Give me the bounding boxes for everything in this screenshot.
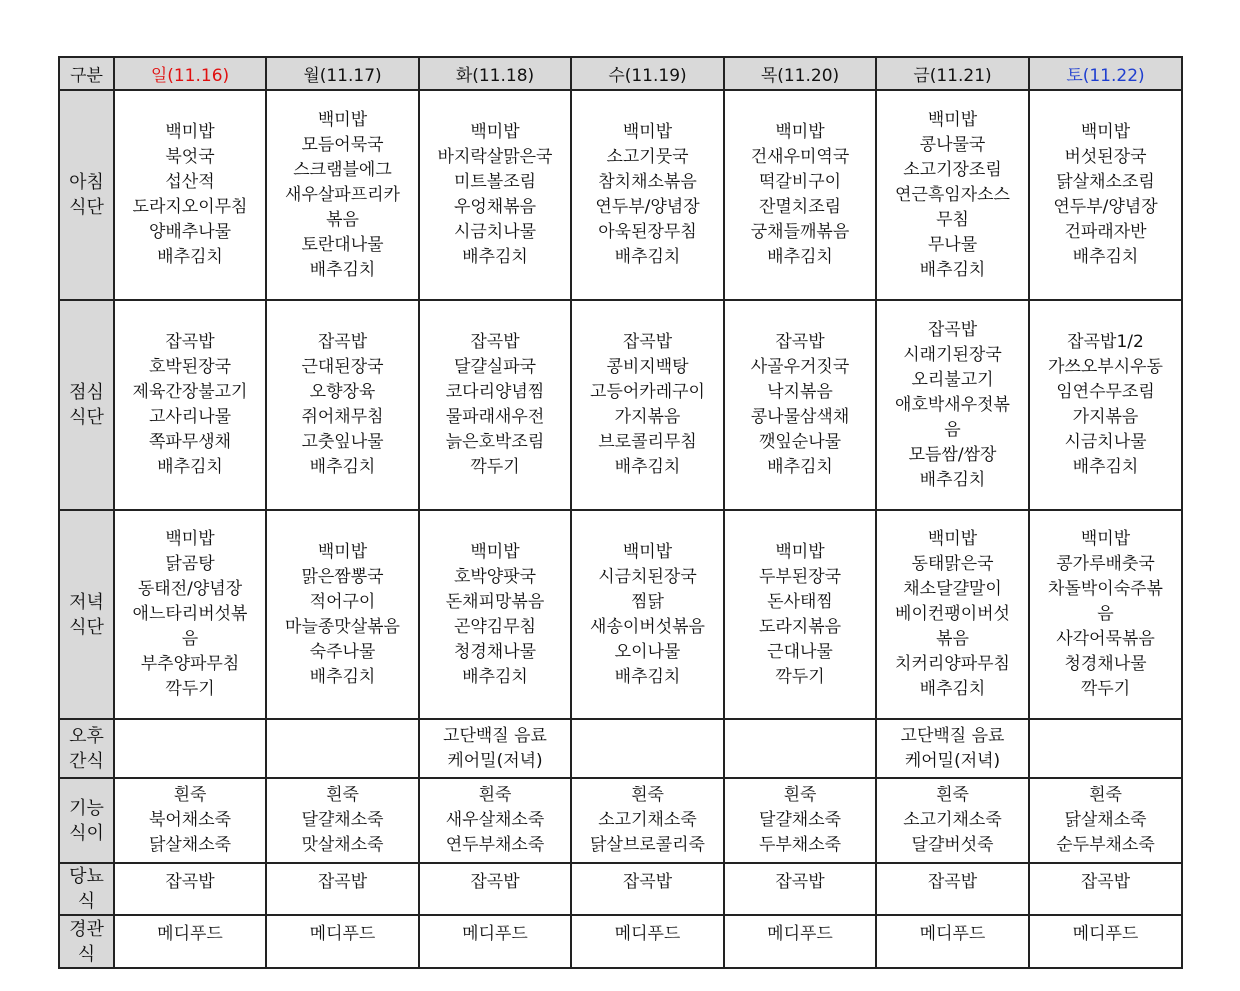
day-header-sunday: 일(11.16) — [114, 57, 266, 90]
lunch-row — [59, 300, 1182, 510]
functional-cell-monday: 흰죽 달걀채소죽 맛살채소죽 — [266, 778, 419, 863]
dinner-cell-friday: 백미밥 동태맑은국 채소달걀말이 베이컨팽이버섯 볶음 치커리양파무침 배추김치 — [876, 510, 1029, 719]
diabetic-cell-monday: 잡곡밥 — [266, 863, 419, 915]
category-header: 구분 — [59, 57, 114, 90]
lunch-cell-sunday: 잡곡밥 호박된장국 제육간장불고기 고사리나물 쪽파무생채 배추김치 — [114, 300, 266, 510]
breakfast-cell-sunday: 백미밥 북엇국 섭산적 도라지오이무침 양배추나물 배추김치 — [114, 90, 266, 300]
day-header-monday: 월(11.17) — [266, 57, 419, 90]
diabetic-cell-thursday: 잡곡밥 — [724, 863, 876, 915]
lunch-cell-wednesday: 잡곡밥 콩비지백탕 고등어카레구이 가지볶음 브로콜리무침 배추김치 — [571, 300, 724, 510]
diabetic-cell-saturday: 잡곡밥 — [1029, 863, 1182, 915]
dinner-cell-wednesday: 백미밥 시금치된장국 찜닭 새송이버섯볶음 오이나물 배추김치 — [571, 510, 724, 719]
lunch-cell-thursday: 잡곡밥 사골우거짓국 낙지볶음 콩나물삼색채 깻잎순나물 배추김치 — [724, 300, 876, 510]
lunch-cell-friday: 잡곡밥 시래기된장국 오리불고기 애호박새우젓볶 음 모듬쌈/쌈장 배추김치 — [876, 300, 1029, 510]
functional-cell-sunday: 흰죽 북어채소죽 닭살채소죽 — [114, 778, 266, 863]
breakfast-row — [59, 90, 1182, 300]
functional-cell-thursday: 흰죽 달걀채소죽 두부채소죽 — [724, 778, 876, 863]
day-header-tuesday: 화(11.18) — [419, 57, 571, 90]
snack-cell-monday — [266, 719, 419, 778]
functional-row-label: 기능 식이 — [59, 778, 114, 863]
snack-cell-thursday — [724, 719, 876, 778]
breakfast-cell-friday: 백미밥 콩나물국 소고기장조림 연근흑임자소스 무침 무나물 배추김치 — [876, 90, 1029, 300]
snack-row-label: 오후 간식 — [59, 719, 114, 778]
dinner-row-label: 저녁 식단 — [59, 510, 114, 719]
tube-cell-saturday: 메디푸드 — [1029, 915, 1182, 968]
tube-cell-tuesday: 메디푸드 — [419, 915, 571, 968]
diabetic-cell-tuesday: 잡곡밥 — [419, 863, 571, 915]
day-header-saturday: 토(11.22) — [1029, 57, 1182, 90]
lunch-cell-saturday: 잡곡밥1/2 가쓰오부시우동 임연수무조림 가지볶음 시금치나물 배추김치 — [1029, 300, 1182, 510]
tube-cell-monday: 메디푸드 — [266, 915, 419, 968]
tube-cell-sunday: 메디푸드 — [114, 915, 266, 968]
dinner-cell-tuesday: 백미밥 호박양팟국 돈채피망볶음 곤약김무침 청경채나물 배추김치 — [419, 510, 571, 719]
functional-cell-tuesday: 흰죽 새우살채소죽 연두부채소죽 — [419, 778, 571, 863]
breakfast-row-label: 아침 식단 — [59, 90, 114, 300]
tube-row-label: 경관 식 — [59, 915, 114, 968]
tube-cell-friday: 메디푸드 — [876, 915, 1029, 968]
day-header-wednesday: 수(11.19) — [571, 57, 724, 90]
dinner-cell-sunday: 백미밥 닭곰탕 동태전/양념장 애느타리버섯볶 음 부추양파무침 깍두기 — [114, 510, 266, 719]
functional-cell-wednesday: 흰죽 소고기채소죽 닭살브로콜리죽 — [571, 778, 724, 863]
breakfast-cell-tuesday: 백미밥 바지락살맑은국 미트볼조림 우엉채볶음 시금치나물 배추김치 — [419, 90, 571, 300]
snack-cell-wednesday — [571, 719, 724, 778]
functional-cell-saturday: 흰죽 닭살채소죽 순두부채소죽 — [1029, 778, 1182, 863]
breakfast-cell-wednesday: 백미밥 소고기뭇국 참치채소볶음 연두부/양념장 아욱된장무침 배추김치 — [571, 90, 724, 300]
dinner-cell-thursday: 백미밥 두부된장국 돈사태찜 도라지볶음 근대나물 깍두기 — [724, 510, 876, 719]
dinner-cell-saturday: 백미밥 콩가루배춧국 차돌박이숙주볶 음 사각어묵볶음 청경채나물 깍두기 — [1029, 510, 1182, 719]
tube-cell-wednesday: 메디푸드 — [571, 915, 724, 968]
header-row — [59, 57, 1182, 90]
diabetic-cell-wednesday: 잡곡밥 — [571, 863, 724, 915]
breakfast-cell-monday: 백미밥 모듬어묵국 스크램블에그 새우살파프리카 볶음 토란대나물 배추김치 — [266, 90, 419, 300]
functional-row — [59, 778, 1182, 863]
dinner-cell-monday: 백미밥 맑은짬뽕국 적어구이 마늘종맛살볶음 숙주나물 배추김치 — [266, 510, 419, 719]
snack-cell-friday: 고단백질 음료 케어밀(저녁) — [876, 719, 1029, 778]
lunch-cell-tuesday: 잡곡밥 달걀실파국 코다리양념찜 물파래새우전 늙은호박조림 깍두기 — [419, 300, 571, 510]
meal-plan-table — [58, 56, 1183, 969]
snack-cell-sunday — [114, 719, 266, 778]
functional-cell-friday: 흰죽 소고기채소죽 달걀버섯죽 — [876, 778, 1029, 863]
diabetic-row — [59, 863, 1182, 915]
snack-row — [59, 719, 1182, 778]
diabetic-row-label: 당뇨 식 — [59, 863, 114, 915]
breakfast-cell-thursday: 백미밥 건새우미역국 떡갈비구이 잔멸치조림 궁채들깨볶음 배추김치 — [724, 90, 876, 300]
lunch-cell-monday: 잡곡밥 근대된장국 오향장육 쥐어채무침 고춧잎나물 배추김치 — [266, 300, 419, 510]
lunch-row-label: 점심 식단 — [59, 300, 114, 510]
dinner-row — [59, 510, 1182, 719]
tube-row — [59, 915, 1182, 968]
day-header-friday: 금(11.21) — [876, 57, 1029, 90]
snack-cell-saturday — [1029, 719, 1182, 778]
day-header-thursday: 목(11.20) — [724, 57, 876, 90]
breakfast-cell-saturday: 백미밥 버섯된장국 닭살채소조림 연두부/양념장 건파래자반 배추김치 — [1029, 90, 1182, 300]
snack-cell-tuesday: 고단백질 음료 케어밀(저녁) — [419, 719, 571, 778]
diabetic-cell-friday: 잡곡밥 — [876, 863, 1029, 915]
diabetic-cell-sunday: 잡곡밥 — [114, 863, 266, 915]
tube-cell-thursday: 메디푸드 — [724, 915, 876, 968]
